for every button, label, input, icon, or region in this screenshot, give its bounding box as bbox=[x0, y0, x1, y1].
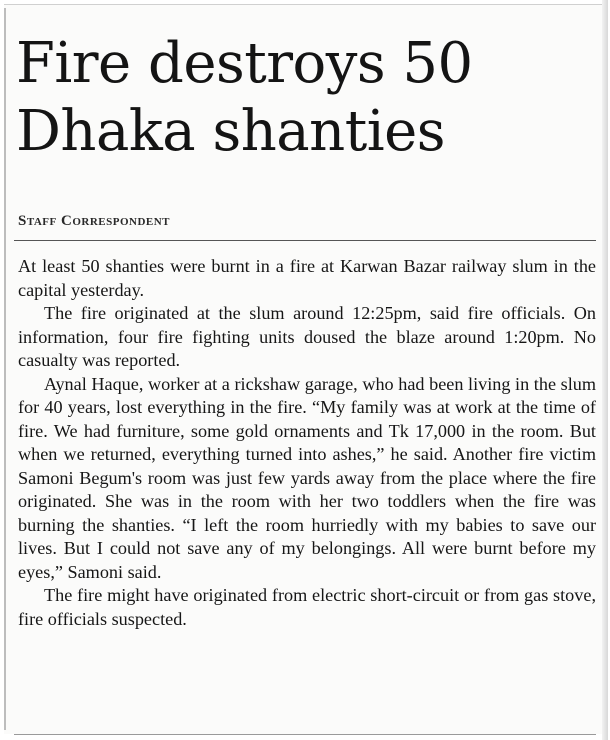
clipping-top-edge bbox=[4, 4, 604, 5]
clipping-left-edge bbox=[4, 8, 6, 730]
article-headline bbox=[16, 30, 596, 166]
article-paragraph-4: The fire might have originated from electric short-circuit or from gas stove, fire officials suspected. bbox=[18, 585, 596, 629]
article-paragraph-2: The fire originated at the slum around 12:25pm, said fire officials. On information, four fire fighting units doused the blaze around 1:20pm. No casualty was reported. bbox=[18, 303, 596, 370]
clipping-right-edge bbox=[602, 0, 608, 740]
byline-divider bbox=[14, 240, 596, 241]
article-body bbox=[18, 255, 596, 631]
article-paragraph-3: Aynal Haque, worker at a rickshaw garage, who had been living in the slum for 40 years, lost everything in the fire. “My family was at work at the time of fire. We had furniture, some gold ornaments and Tk 17,000 in the room. But when we returned, everything turned into ashes,” he said. Another fire victim Samoni Begum's room was just few yards away from the place where the fire originated. She was in the room with her two toddlers when the fire was burning the shanties. “I left the room hurriedly with my babies to save our lives. But I could not save any of my belongings. All were burnt before my eyes,” Samoni said. bbox=[18, 373, 596, 582]
article-byline: Staff Correspondent bbox=[18, 213, 171, 229]
headline-line-1: Fire destroys 50 bbox=[16, 31, 473, 96]
article-paragraph-1: At least 50 shanties were burnt in a fire at Karwan Bazar railway slum in the capital yesterday. bbox=[18, 256, 596, 300]
headline-line-2: Dhaka shanties bbox=[16, 99, 446, 164]
clipping-bottom-rule bbox=[14, 734, 596, 735]
